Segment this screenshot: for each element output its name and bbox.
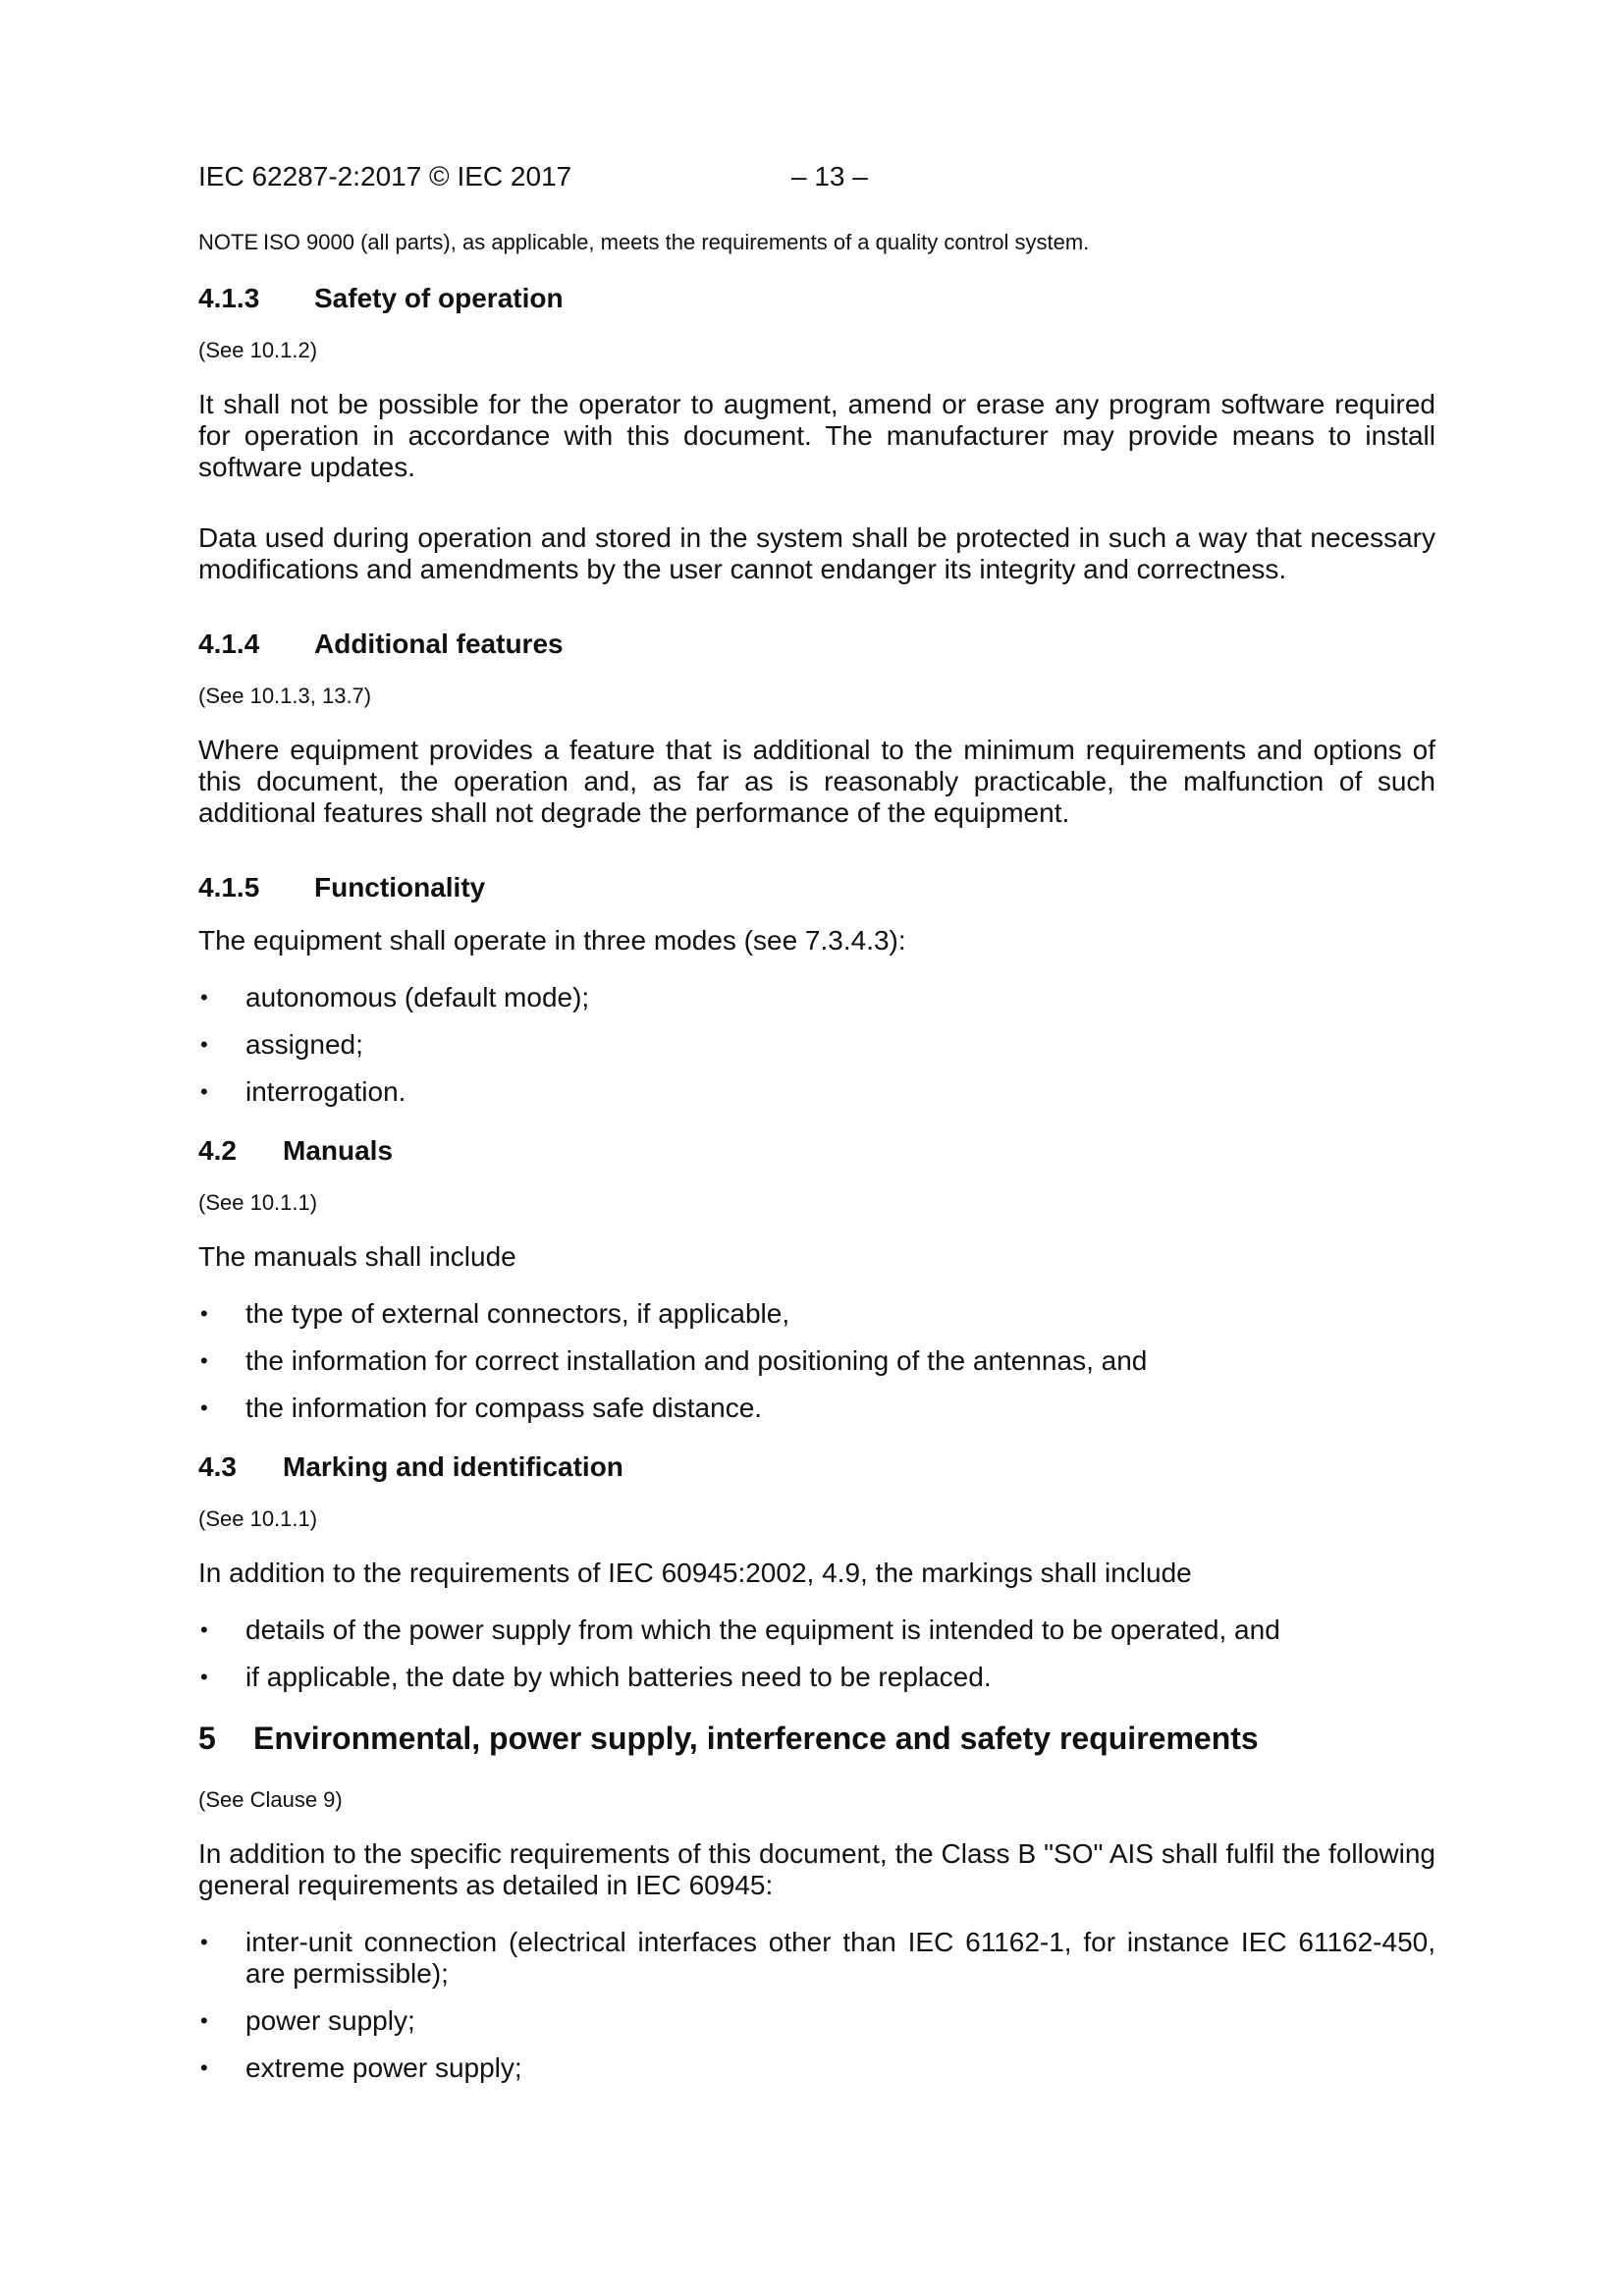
paragraph: Data used during operation and stored in the system shall be protected in such a way that necessary modifications and amendments by the user cannot endanger its integrity and correctness.	[198, 522, 1435, 584]
bullet-icon: •	[200, 1665, 208, 1689]
see-reference: (See 10.1.1)	[198, 1190, 318, 1215]
list-item-text: autonomous (default mode);	[245, 982, 590, 1012]
list-item	[198, 1393, 1435, 1424]
bullet-icon: •	[200, 1348, 208, 1373]
section-number: 4.1.5	[198, 872, 260, 902]
list-item-text: interrogation.	[245, 1076, 406, 1107]
list-item	[198, 2005, 1435, 2037]
list-item	[198, 1927, 1435, 1990]
list-item	[198, 1662, 1435, 1693]
see-reference: (See 10.1.2)	[198, 338, 318, 362]
see-reference: (See 10.1.1)	[198, 1506, 318, 1531]
heading-4-1-4	[198, 625, 1435, 664]
section-title: Safety of operation	[314, 283, 564, 313]
paragraph: The equipment shall operate in three modes (see 7.3.4.3):	[198, 925, 906, 956]
heading-5	[198, 1717, 1435, 1760]
list-item	[198, 2052, 1435, 2084]
page-header	[198, 157, 1435, 196]
section-number: 4.1.4	[198, 629, 260, 659]
bullet-list	[198, 1298, 1435, 1424]
section-number: 4.3	[198, 1451, 237, 1482]
list-item-text: details of the power supply from which the equipment is intended to be operated, and	[245, 1614, 1280, 1645]
section-title: Manuals	[283, 1135, 394, 1166]
section-number: 5	[198, 1721, 216, 1756]
section-title: Functionality	[314, 872, 486, 902]
paragraph: The manuals shall include	[198, 1241, 516, 1272]
heading-4-2	[198, 1131, 1435, 1171]
list-item	[198, 1076, 1435, 1108]
list-item-text: extreme power supply;	[245, 2052, 522, 2083]
bullet-icon: •	[200, 2055, 208, 2080]
section-number: 4.1.3	[198, 283, 260, 313]
list-item-text: the information for correct installation and positioning of the antennas, and	[245, 1345, 1148, 1376]
standard-reference: IEC 62287-2:2017 © IEC 2017	[198, 161, 572, 191]
section-title: Environmental, power supply, interference and safety requirements	[253, 1721, 1259, 1756]
list-item-text: if applicable, the date by which batteries need to be replaced.	[245, 1662, 992, 1692]
bullet-list	[198, 982, 1435, 1108]
paragraph: In addition to the requirements of IEC 60945:2002, 4.9, the markings shall include	[198, 1558, 1192, 1588]
document-body	[198, 228, 1435, 2107]
paragraph: It shall not be possible for the operator to augment, amend or erase any program software required for operation in accordance with this document. The manufacturer may provide means to install software updates.	[198, 389, 1435, 482]
list-item-text: assigned;	[245, 1029, 363, 1060]
bullet-list	[198, 1614, 1435, 1693]
list-item-text: the information for compass safe distance.	[245, 1393, 763, 1423]
paragraph: In addition to the specific requirements of this document, the Class B "SO" AIS shall fulfil the following general requirements as detailed in IEC 60945:	[198, 1838, 1435, 1900]
section-number: 4.2	[198, 1135, 237, 1166]
list-item-text: power supply;	[245, 2005, 415, 2036]
heading-4-3	[198, 1448, 1435, 1487]
list-item	[198, 1029, 1435, 1061]
list-item	[198, 1614, 1435, 1646]
bullet-icon: •	[200, 1617, 208, 1642]
list-item-text: the type of external connectors, if applicable,	[245, 1298, 790, 1329]
page-number: – 13 –	[791, 161, 868, 191]
see-reference: (See 10.1.3, 13.7)	[198, 683, 372, 708]
list-item	[198, 982, 1435, 1013]
paragraph: Where equipment provides a feature that is additional to the minimum requirements and options of this document, the operation and, as far as is reasonably practicable, the malfunction of such additional features shall not degrade the performance of the equipment.	[198, 735, 1435, 828]
bullet-icon: •	[200, 985, 208, 1010]
bullet-icon: •	[200, 1930, 208, 1954]
heading-4-1-5	[198, 868, 1435, 907]
list-item-text: inter-unit connection (electrical interfaces other than IEC 61162-1, for instance IEC 61162-450, are permissible);	[245, 1927, 1435, 1989]
note	[198, 228, 1435, 257]
bullet-icon: •	[200, 1079, 208, 1104]
bullet-icon: •	[200, 1395, 208, 1420]
bullet-list	[198, 1927, 1435, 2084]
list-item	[198, 1298, 1435, 1330]
bullet-icon: •	[200, 1301, 208, 1326]
see-reference: (See Clause 9)	[198, 1787, 343, 1812]
note-label: NOTE	[198, 230, 259, 254]
section-title: Marking and identification	[283, 1451, 623, 1482]
bullet-icon: •	[200, 2008, 208, 2033]
note-text: ISO 9000 (all parts), as applicable, meets the requirements of a quality control system.	[263, 230, 1090, 254]
heading-4-1-3	[198, 279, 1435, 318]
list-item	[198, 1345, 1435, 1377]
section-title: Additional features	[314, 629, 564, 659]
bullet-icon: •	[200, 1032, 208, 1057]
